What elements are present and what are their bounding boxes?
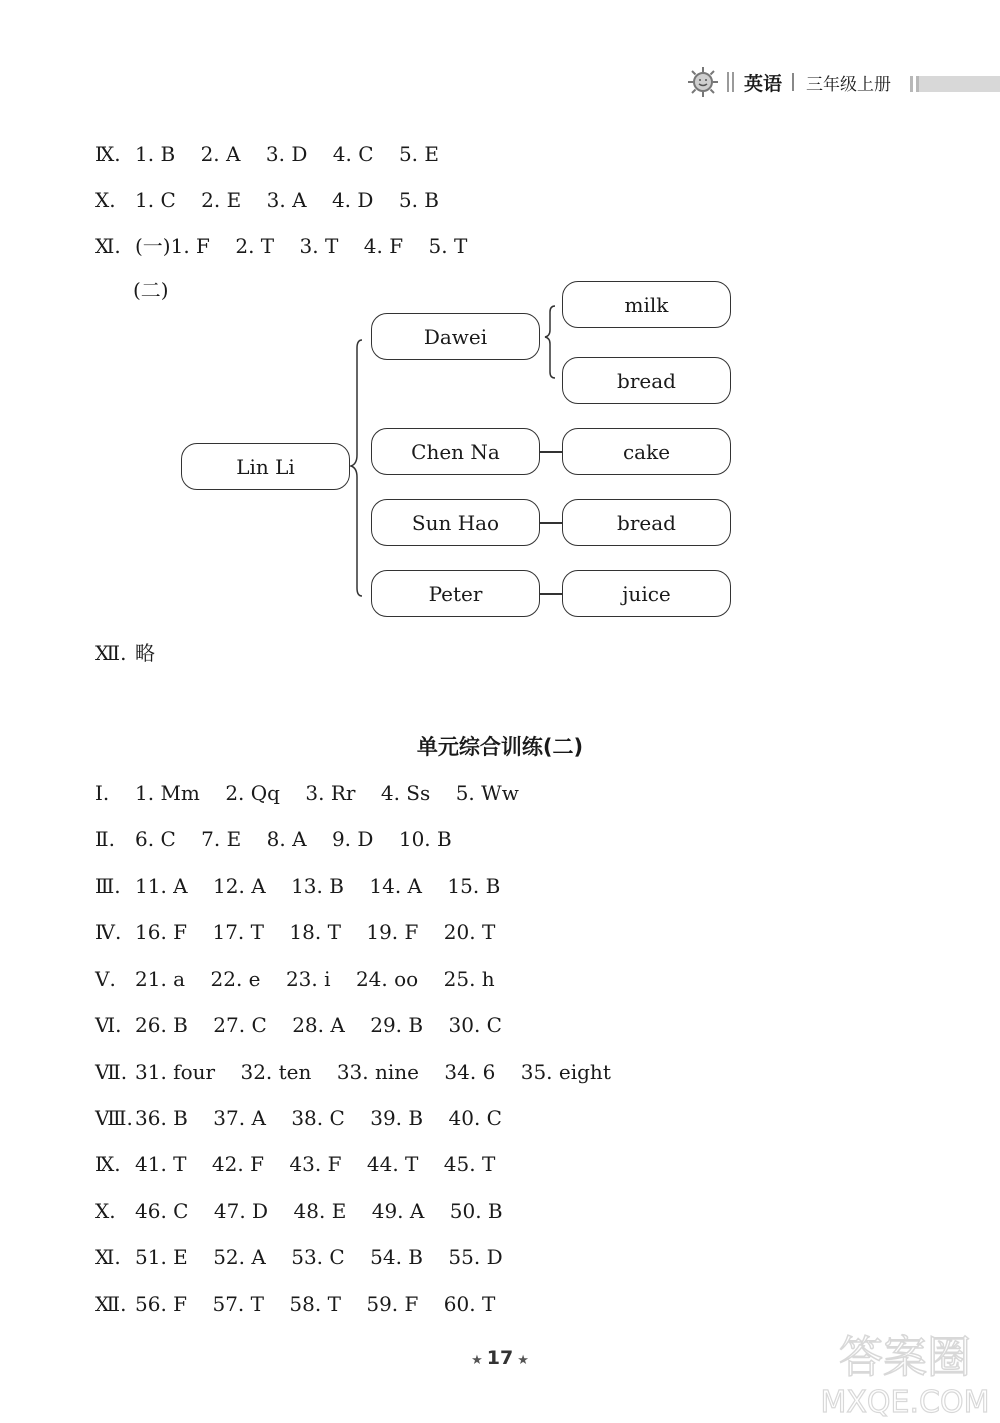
question-number: Ⅷ. [95,1106,133,1130]
answer-line [95,825,452,853]
answer-text: 16. F 17. T 18. T 19. F 20. T [135,920,496,944]
connector-line [540,522,562,524]
question-number: Ⅻ. [95,1292,127,1316]
svg-text:答案圈: 答案圈 [839,1332,971,1383]
answer-text: 21. a 22. e 23. i 24. oo 25. h [135,967,495,991]
answer-line [95,779,519,807]
answer-text: 1. B 2. A 3. D 4. C 5. E [135,142,439,166]
answer-text: 1. C 2. E 3. A 4. D 5. B [135,188,439,212]
question-number: Ⅶ. [95,1060,128,1084]
page-header [0,62,1000,102]
answer-text: 41. T 42. F 43. F 44. T 45. T [135,1152,496,1176]
star-icon: ★ [471,1353,483,1368]
header-rule [910,76,1000,92]
header-subject: 英语 [744,73,783,95]
answer-text: 26. B 27. C 28. A 29. B 30. C [135,1013,502,1037]
question-number: Ⅴ. [95,967,116,991]
header-divider [727,72,735,92]
node-chen-na: Chen Na [371,428,540,475]
root-node: Lin Li [181,443,350,490]
node-juice: juice [562,570,731,617]
node-cake: cake [562,428,731,475]
answer-line-10 [95,186,439,214]
watermark-logo [810,1320,1000,1420]
answer-text: (一)1. F 2. T 3. T 4. F 5. T [135,234,468,258]
answer-line [95,918,495,946]
header-separator [792,73,794,91]
answer-line [95,1104,502,1132]
node-milk: milk [562,281,731,328]
answer-line [95,1243,503,1271]
answer-line [95,1011,502,1039]
question-number: Ⅰ. [95,781,110,805]
star-icon: ★ [517,1353,529,1368]
question-number: Ⅵ. [95,1013,122,1037]
answer-text: 31. four 32. ten 33. nine 34. 6 35. eight [135,1060,611,1084]
answer-text: 36. B 37. A 38. C 39. B 40. C [135,1106,502,1130]
section-title: 单元综合训练(二) [416,735,584,759]
connector-line [540,451,562,453]
answer-text: 56. F 57. T 58. T 59. F 60. T [135,1292,496,1316]
question-number: Ⅸ. [95,1152,121,1176]
header-grade: 三年级上册 [806,75,891,95]
node-peter: Peter [371,570,540,617]
answer-line [95,1058,611,1086]
answer-text: 6. C 7. E 8. A 9. D 10. B [135,827,452,851]
connector-line [540,593,562,595]
sun-mascot-icon [686,65,720,99]
node-bread: bread [562,357,731,404]
question-number: Ⅸ. [95,142,121,166]
answer-line [95,1290,495,1318]
svg-text:MXQE.COM: MXQE.COM [820,1385,990,1420]
node-dawei: Dawei [371,313,540,360]
question-number: Ⅺ. [95,1245,121,1269]
question-number: Ⅹ. [95,188,116,212]
sub-part-label: (二) [133,278,169,302]
question-number: Ⅻ. [95,641,127,665]
node-sun-hao: Sun Hao [371,499,540,546]
answer-line-9 [95,140,439,168]
answer-line [95,1197,503,1225]
answer-text: 略 [135,641,155,665]
answer-line-11 [95,232,467,260]
answer-line-12 [95,639,155,667]
page-number-text: 17 [486,1347,514,1369]
answer-line [95,872,500,900]
answer-text: 51. E 52. A 53. C 54. B 55. D [135,1245,503,1269]
question-number: Ⅹ. [95,1199,116,1223]
answer-text: 46. C 47. D 48. E 49. A 50. B [135,1199,503,1223]
answer-line [95,1150,495,1178]
question-number: Ⅺ. [95,234,121,258]
answer-line [95,965,495,993]
answer-text: 1. Mm 2. Qq 3. Rr 4. Ss 5. Ww [135,781,519,805]
question-number: Ⅱ. [95,827,115,851]
question-number: Ⅳ. [95,920,122,944]
node-bread-2: bread [562,499,731,546]
question-number: Ⅲ. [95,874,121,898]
answer-text: 11. A 12. A 13. B 14. A 15. B [135,874,501,898]
